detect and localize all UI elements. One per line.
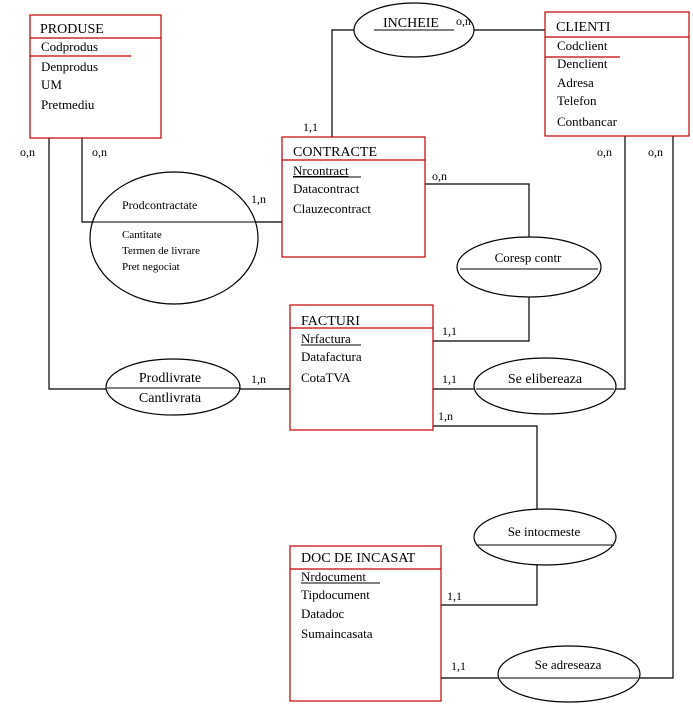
entity-title: DOC DE INCASAT [301, 551, 416, 566]
cardinality-label: 1,1 [447, 589, 462, 603]
relationship-label: Coresp contr [494, 250, 562, 265]
relationship-label: Se elibereaza [507, 372, 583, 387]
entity-key-attribute: Nrfactura [301, 331, 351, 346]
cardinality-label: o,n [456, 14, 471, 28]
entity-attribute: CotaTVA [301, 370, 351, 385]
entity-attribute: Contbancar [557, 114, 617, 129]
entity-attribute: Datacontract [293, 181, 360, 196]
relationship-attribute: Pret negociat [122, 261, 180, 273]
cardinality-label: o,n [92, 145, 107, 159]
relationship-coresp-contr[interactable] [457, 237, 601, 297]
cardinality-label: 1,n [251, 192, 266, 206]
entity-attribute: Tipdocument [301, 587, 370, 602]
relationship-label: Prodlivrate [138, 371, 202, 386]
relationship-attribute: Termen de livrare [122, 245, 201, 257]
relationship-label: INCHEIE [383, 16, 439, 31]
entity-key-attribute: Nrdocument [301, 569, 366, 584]
entity-attribute: Pretmediu [41, 97, 95, 112]
cardinality-label: o,n [597, 145, 612, 159]
relationship-attribute: Cantitate [122, 229, 162, 241]
entity-title: CLIENTI [556, 20, 611, 35]
cardinality-label: 1,n [251, 372, 266, 386]
line-contracte-incheie [332, 30, 354, 137]
entity-facturi[interactable] [290, 305, 433, 430]
cardinality-label: 1,1 [442, 324, 457, 338]
relationship-se-intocmeste[interactable] [474, 509, 616, 565]
entity-attribute: Sumaincasata [301, 626, 373, 641]
relationship-label: Se intocmeste [507, 524, 581, 539]
entity-attribute: UM [41, 77, 62, 92]
cardinality-label: o,n [432, 169, 447, 183]
line-facturi-intocmeste [433, 426, 537, 515]
relationship-se-elibereaza[interactable] [474, 358, 616, 414]
cardinality-label: 1,1 [303, 120, 318, 134]
entity-attribute: Clauzecontract [293, 201, 371, 216]
entity-title: FACTURI [301, 314, 360, 329]
entity-attribute: Denclient [557, 56, 608, 71]
entity-title: PRODUSE [40, 22, 104, 37]
entity-attribute: Codprodus [41, 39, 99, 54]
entity-attribute: Adresa [557, 75, 594, 90]
line-contracte-coresp [425, 184, 529, 238]
relationship-label: Prodcontractate [122, 198, 198, 212]
relationship-prodlivrate[interactable] [106, 359, 240, 415]
entity-attribute: Telefon [557, 93, 597, 108]
entity-attribute: Datafactura [301, 349, 362, 364]
entity-produse[interactable] [30, 15, 161, 138]
entity-attribute: Codclient [557, 38, 608, 53]
entity-title: CONTRACTE [293, 145, 377, 160]
entity-attribute: Denprodus [41, 59, 99, 74]
relationship-label: Se adreseaza [534, 657, 602, 672]
relationship-incheie[interactable] [354, 3, 474, 57]
entity-attribute: Datadoc [301, 606, 345, 621]
cardinality-label: 1,1 [442, 372, 457, 386]
entity-doc-de-incasat[interactable] [290, 546, 441, 701]
entity-contracte[interactable] [282, 137, 425, 257]
relationship-se-adreseaza[interactable] [498, 646, 640, 702]
relationship-attribute: Cantlivrata [138, 391, 202, 406]
relationship-prodcontractate[interactable] [90, 172, 258, 304]
cardinality-label: 1,1 [451, 659, 466, 673]
cardinality-label: o,n [20, 145, 35, 159]
cardinality-label: o,n [648, 145, 663, 159]
entity-clienti[interactable] [545, 12, 689, 136]
cardinality-label: 1,n [438, 409, 453, 423]
entity-key-attribute: Nrcontract [293, 163, 349, 178]
